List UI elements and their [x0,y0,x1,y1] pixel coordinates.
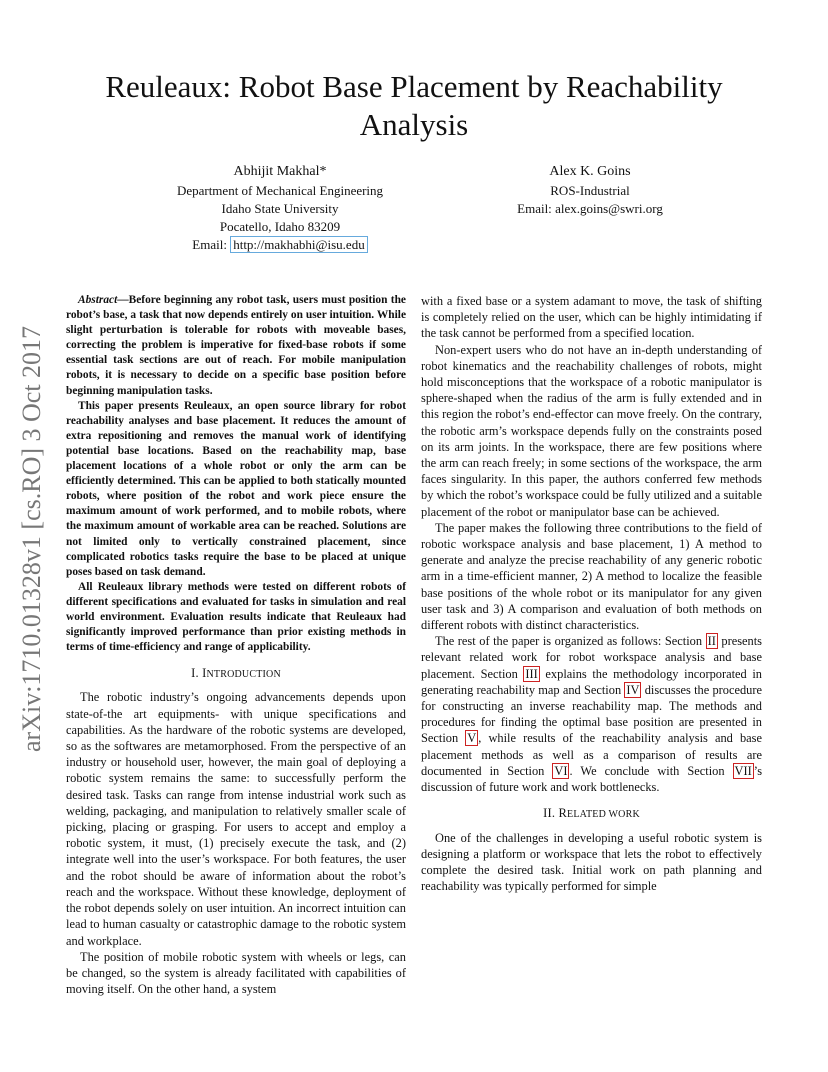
body-paragraph: The paper makes the following three contributions to the field of robotic workspace analysis and base placement, 1) A method to generate and analyze the precise reachability of any generic robotic arm in a time-efficient manner, 2) A method to localize the feasible base positions of the whole robot or its manipulator for any given user task and 3) A comparison and evaluation of both methods on different robots with distinct characteristics. [421,520,762,633]
section-title: ELATED WORK [567,809,640,821]
body-paragraph [421,633,762,795]
author-affiliation: ROS-Industrial [550,183,630,198]
body-paragraph: One of the challenges in developing a useful robotic system is designing a platform or workspace that lets the robot to effectively complete the desired task. Initial work on path planning and reachability was typically performed for simple [421,830,762,894]
left-column [66,293,406,997]
text-run: , while results of the reachability analysis and base placement methods as well as a comparison of results are documented in Section [421,731,762,778]
section-number: I. [191,666,203,681]
section-ref-link[interactable]: VII [734,763,752,778]
email-address: alex.goins@swri.org [555,201,663,216]
text-run: The rest of the paper is organized as follows: Section [435,634,706,649]
abstract [66,293,406,655]
paper-title: Reuleaux: Robot Base Placement by Reachability Analysis [105,69,723,142]
text-run: discusses the procedure for constructing an inverse reachability map. The methods and procedures for finding the optimal base position are presented in Section [421,682,762,746]
right-column [421,293,762,894]
text-run: explains the methodology incorporated in generating reachability map and Section [421,666,762,697]
arxiv-identifier: arXiv:1710.01328v1 [cs.RO] 3 Oct 2017 [17,325,46,752]
section-initial: I [202,666,207,681]
section-heading-related-work [421,805,762,823]
body-paragraph: The position of mobile robotic system with wheels or legs, can be changed, so the system is already facilitated with capabilities of moving itself. On the other hand, a system [66,949,406,997]
section-ref-link[interactable]: VI [554,763,568,778]
section-ref-link[interactable]: IV [626,682,640,697]
section-number: II. [543,806,559,821]
section-initial: R [558,806,568,821]
section-ref-link[interactable]: V [467,731,477,746]
abstract-lead: Abstract [78,294,118,306]
body-paragraph: The robotic industry’s ongoing advancements depends upon state-of-the art equipments- with unique specifications and capabilities. As the hardware of the robotic systems are developed, so as the softwares are metamorphosed. From the perspective of an industry or household user, however, the main goal of deploying a robotic system remains the same: to successfully perform the desired task. Tasks can range from intense industrial work such as welding, packaging, and manipulation to relatively smaller scale of picking, placing or grasping. For users to accept and employ a robotic system, it must, (1) precisely execute the task, and (2) integrate well into the user’s workspace. For both features, the user and the robot should be aware of information about the robot’s reach and the workspace. Without these knowledge, deployment of the robot depends solely on user intuition. An incorrect intuition can lead to human casualty or catastrophic damage to the robotic system and workplace. [66,690,406,948]
text-run: presents relevant related work for robot workspace analysis and base placement. Section [421,634,762,681]
email-label: Email: [517,201,556,216]
section-heading-introduction [66,665,406,683]
author-affiliation: Department of Mechanical Engineering [176,183,384,198]
abstract-paragraph: This paper presents Reuleaux, an open source library for robot reachability analyses and base placement. It reduces the amount of extra repositioning and removes the manual work of identifying potential base locations. Based on the reachability map, base placement locations of a whole robot or only the arm can be efficiently determined. This can be applied to both statically mounted robots, where position of the robot and work piece ensure the maximum amount of work performed, and to mobile robots, where the maximum amount of workable area can be reached. Solutions are not limited only to vertically constrained placement, since complicated robotics tasks require the base to be placed at unique poses based on task demand. [66,399,406,578]
text-run: ’s discussion of future work and work bottlenecks. [421,763,763,795]
author-name: Abhijit Makhal* [233,164,327,179]
body-paragraph: Non-expert users who do not have an in-depth understanding of robot kinematics and the reachability challenges of robots, might hold misconceptions that the workspace of a robotic manipulator is sphere-shaped when the radius of the arm is fully extended and in this region the robot’s end-effector can move freely. On the contrary, the robotic arm’s workspace depends fully on the constraints posed on its arm joints. In the workspace, there are few positions where the arm can reach freely; in some sections of the workspace, the arm faces singularity. In this paper, the authors conferred few methods by which the robot’s workspace could be fully utilized and a suitable placement of the robot or manipulator base can be achieved. [421,342,762,519]
author-email-line [150,236,410,254]
section-title: NTRODUCTION [206,669,281,681]
author-affiliation: Idaho State University [221,201,339,216]
author-email-line [460,200,720,218]
section-ref-link[interactable]: III [525,666,538,681]
author-block-2 [460,162,720,218]
email-label: Email: [192,237,231,252]
author-name: Alex K. Goins [549,164,631,179]
author-block-1 [150,162,410,254]
abstract-paragraph: All Reuleaux library methods were tested on different robots of different specifications and evaluated for tasks in simulation and real world environment. Evaluation results indicate that Reuleaux had significantly improved performance than prior existing methods in terms of time-efficiency and range of applicability. [66,580,406,654]
email-link[interactable]: http://makhabhi@isu.edu [230,236,368,253]
section-ref-link[interactable]: II [707,634,716,649]
body-paragraph: with a fixed base or a system adamant to move, the task of shifting is completely relied on the user, which can be highly intimidating if the task cannot be performed from a specified location. [421,294,762,341]
abstract-text: —Before beginning any robot task, users must position the robot’s base, a task that now depends entirely on user intuition. While slight perturbation is tolerable for robots with moveable bases, correcting the problem is imperative for fixed-base robots if some essential task sections are out of reach. For mobile manipulation robots, it is necessary to decide on a specific base position before beginning manipulation tasks. [66,294,406,397]
author-address: Pocatello, Idaho 83209 [219,219,341,234]
text-run: . We conclude with Section [569,763,733,778]
abstract-paragraph [66,293,406,399]
